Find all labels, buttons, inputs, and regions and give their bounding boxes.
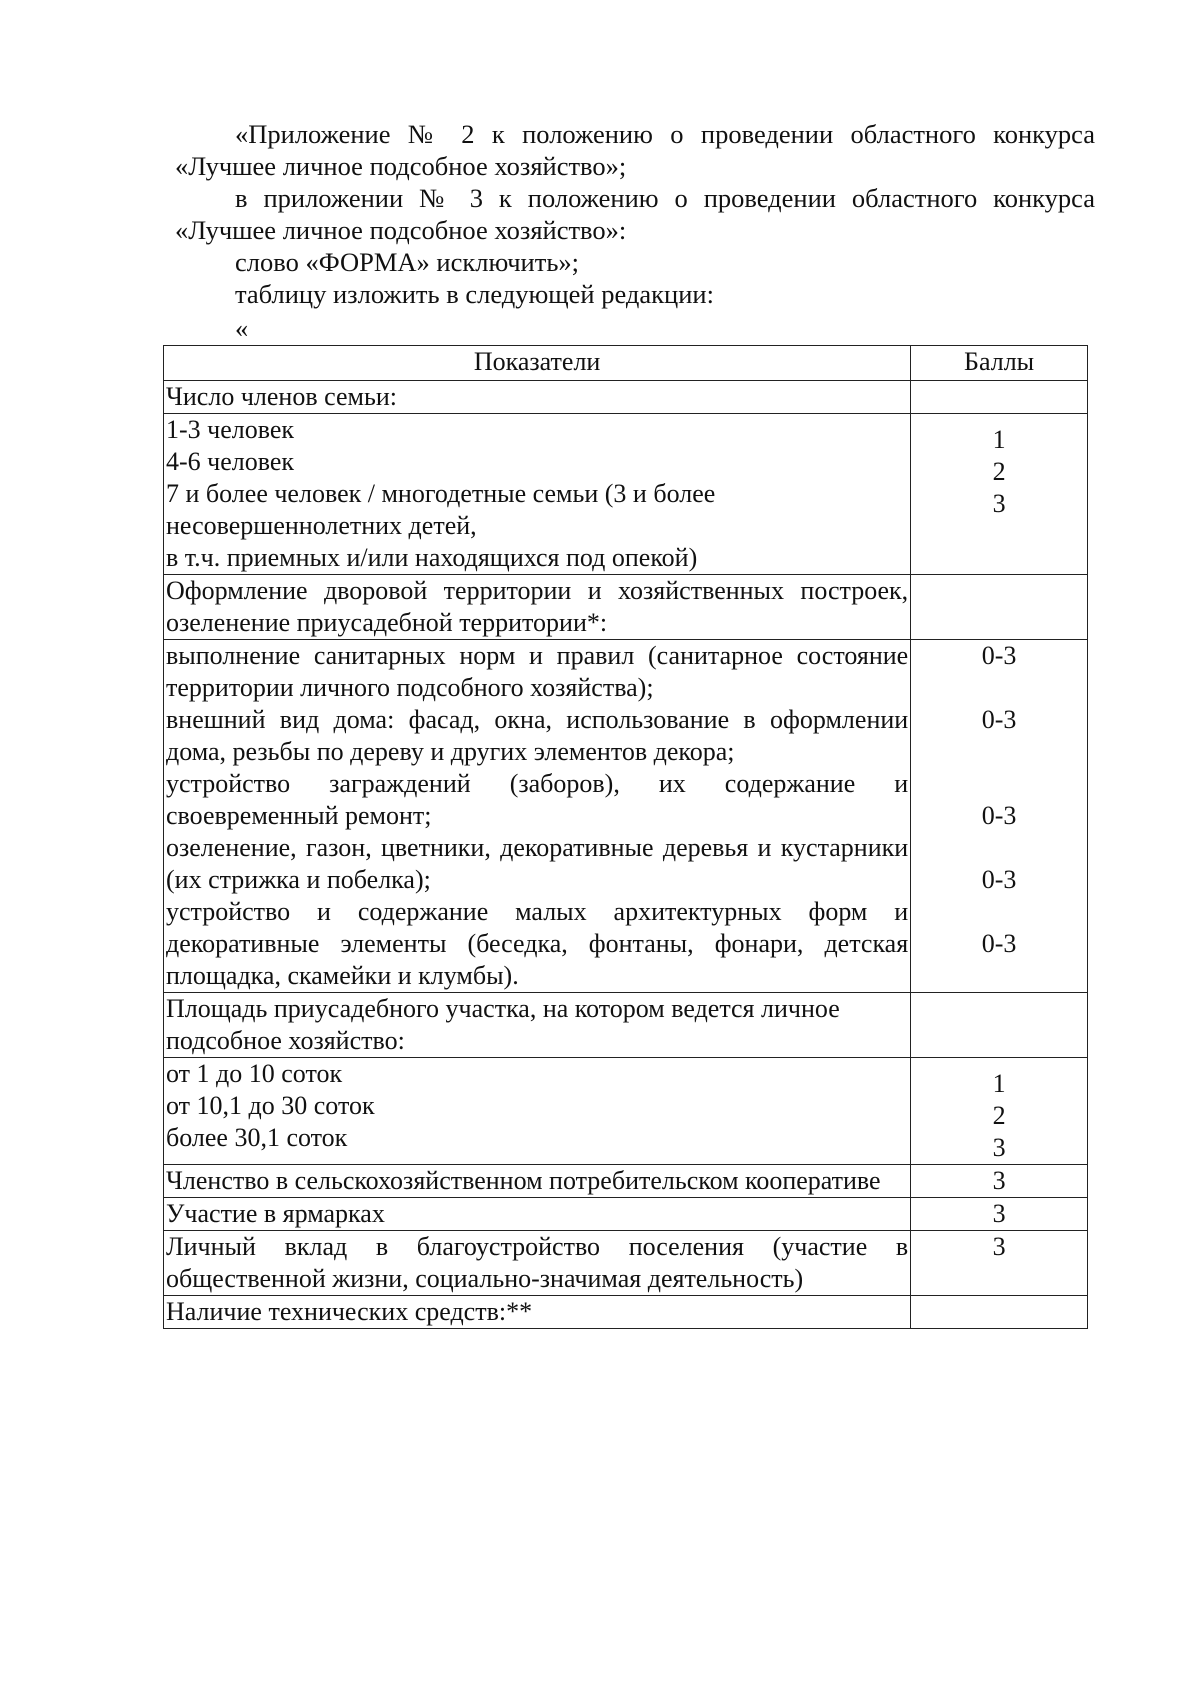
spacer	[913, 736, 1085, 800]
list-item: устройство и содержание малых архитектурных форм и декоративные элементы (беседка, фонтаны, фонари, детская площадка, скамейки и клумбы).	[166, 897, 909, 990]
table-row-fairs	[164, 1198, 1088, 1231]
table-row-equipment	[164, 1296, 1088, 1329]
points-value: 2	[992, 457, 1006, 486]
contribution-label: Личный вклад в благоустройство поселения (участие в общественной жизни, социально-значимая деятельность)	[164, 1231, 911, 1296]
fairs-points: 3	[911, 1198, 1088, 1231]
table-row-coop	[164, 1165, 1088, 1198]
design-points-cell	[911, 640, 1088, 993]
family-points-cell	[911, 414, 1088, 575]
list-item: от 10,1 до 30 соток	[166, 1091, 375, 1120]
list-item: внешний вид дома: фасад, окна, использование в оформлении дома, резьбы по дереву и других элементов декора;	[166, 705, 909, 766]
design-heading-points	[911, 575, 1088, 640]
list-item: выполнение санитарных норм и правил (санитарное состояние территории личного подсобного хозяйства);	[166, 641, 909, 702]
table-header-row	[164, 346, 1088, 381]
table-row-contribution	[164, 1231, 1088, 1296]
intro-paragraph-2: в приложении № 3 к положению о проведении областного конкурса «Лучшее личное подсобное хозяйство»:	[175, 183, 1095, 245]
list-item: 4-6 человек	[166, 447, 295, 476]
points-value: 3	[992, 1133, 1006, 1162]
area-points-cell	[911, 1058, 1088, 1165]
design-items-cell	[164, 640, 911, 993]
points-value: 3	[992, 489, 1006, 518]
table-row-family-items	[164, 414, 1088, 575]
spacer	[913, 896, 1085, 928]
intro-paragraph-1: «Приложение № 2 к положению о проведении областного конкурса «Лучшее личное подсобное хозяйство»;	[175, 119, 1095, 181]
list-item: от 1 до 10 соток	[166, 1059, 343, 1088]
equipment-label: Наличие технических средств:**	[164, 1296, 911, 1329]
table-row-area-heading	[164, 993, 1088, 1058]
family-heading-points	[911, 381, 1088, 414]
family-heading: Число членов семьи:	[164, 381, 911, 414]
area-heading: Площадь приусадебного участка, на котором ведется личное подсобное хозяйство:	[164, 993, 911, 1058]
area-heading-points	[911, 993, 1088, 1058]
points-value: 0-3	[981, 801, 1017, 830]
equipment-points	[911, 1296, 1088, 1329]
header-indicators: Показатели	[164, 346, 911, 381]
contribution-points: 3	[911, 1231, 1088, 1296]
spacer	[913, 832, 1085, 864]
list-item: в т.ч. приемных и/или находящихся под опекой)	[166, 543, 698, 572]
intro-paragraph-4: таблицу изложить в следующей редакции:	[235, 279, 714, 309]
spacer	[913, 672, 1085, 704]
table-row-design-heading	[164, 575, 1088, 640]
points-value: 0-3	[981, 705, 1017, 734]
intro-opening-quote: «	[235, 313, 249, 343]
table-row-area-items	[164, 1058, 1088, 1165]
list-item: озеленение, газон, цветники, декоративные деревья и кустарники (их стрижка и побелка);	[166, 833, 909, 894]
points-value: 2	[992, 1101, 1006, 1130]
points-value: 1	[992, 425, 1006, 454]
design-heading: Оформление дворовой территории и хозяйственных построек, озеленение приусадебной территории*:	[164, 575, 911, 640]
coop-points: 3	[911, 1165, 1088, 1198]
coop-label: Членство в сельскохозяйственном потребительском кооперативе	[164, 1165, 911, 1198]
family-items-cell	[164, 414, 911, 575]
table-row-family-heading	[164, 381, 1088, 414]
area-items-cell	[164, 1058, 911, 1165]
list-item: более 30,1 соток	[166, 1123, 348, 1152]
points-value: 1	[992, 1069, 1006, 1098]
points-value: 0-3	[981, 641, 1017, 670]
scoring-table	[163, 345, 1088, 1329]
points-value: 0-3	[981, 929, 1017, 958]
points-value: 0-3	[981, 865, 1017, 894]
intro-text	[175, 118, 1095, 344]
table-row-design-items	[164, 640, 1088, 993]
list-item: устройство заграждений (заборов), их содержание и своевременный ремонт;	[166, 769, 909, 830]
fairs-label: Участие в ярмарках	[164, 1198, 911, 1231]
intro-paragraph-3: слово «ФОРМА» исключить»;	[235, 247, 580, 277]
header-points: Баллы	[911, 346, 1088, 381]
list-item: 7 и более человек / многодетные семьи (3 и более несовершеннолетних детей,	[166, 479, 716, 540]
list-item: 1-3 человек	[166, 415, 295, 444]
